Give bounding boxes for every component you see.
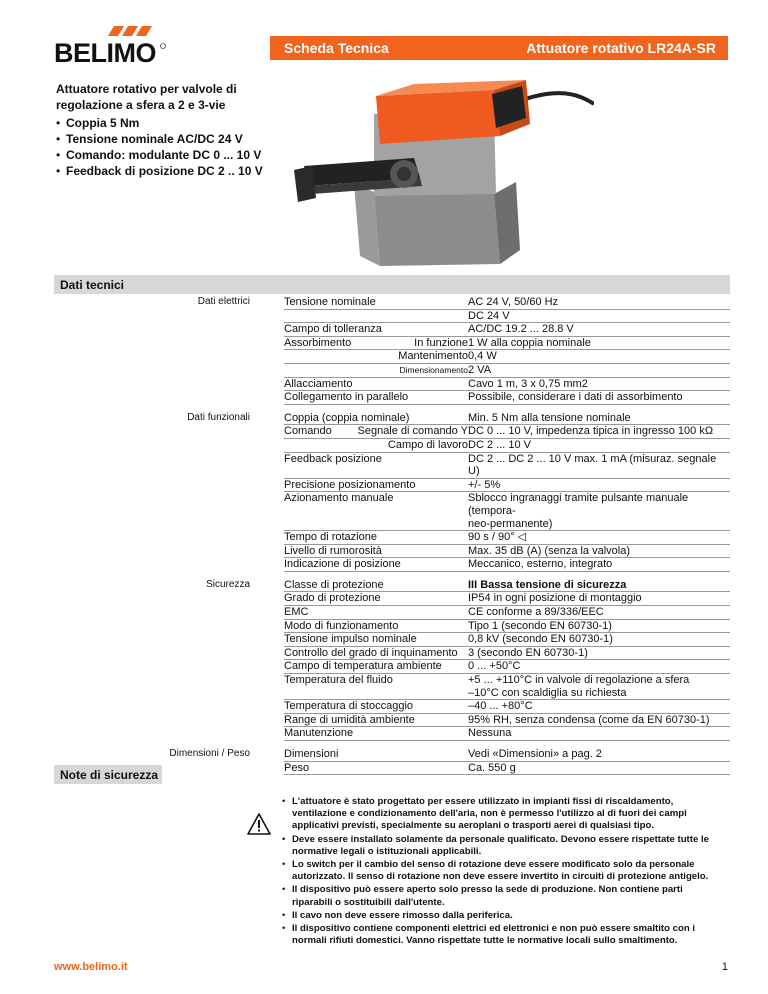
- tech-row: [284, 531, 730, 545]
- group-spacer: [54, 572, 730, 579]
- tech-data-table: [54, 296, 730, 782]
- intro-title: Attuatore rotativo per valvole di regolazione a sfera a 2 e 3-vie: [56, 82, 237, 112]
- feature-item: • Coppia 5 Nm: [56, 115, 306, 131]
- tech-value: 90 s / 90° ◁: [468, 531, 527, 544]
- tech-value: Min. 5 Nm alla tensione nominale: [468, 411, 631, 424]
- tech-value: –40 ... +80°C: [468, 700, 533, 713]
- tech-row: [284, 592, 730, 606]
- page-number: 1: [721, 961, 728, 973]
- tech-row: [284, 492, 730, 531]
- tech-param: Classe di protezione: [284, 578, 384, 591]
- tech-param: Controllo del grado di inquinamento: [284, 646, 458, 659]
- tech-row: [284, 620, 730, 634]
- tech-param: Modo di funzionamento: [284, 619, 399, 632]
- group-spacer: [54, 405, 730, 412]
- feature-item: • Feedback di posizione DC 2 .. 10 V: [56, 163, 306, 179]
- tech-value: 3 (secondo EN 60730-1): [468, 646, 588, 659]
- tech-subparam: Dimensionamento: [399, 364, 468, 375]
- tech-param: Grado di protezione: [284, 592, 381, 605]
- tech-param: Precisione posizionamento: [284, 478, 416, 491]
- tech-value: IP54 in ogni posizione di montaggio: [468, 592, 642, 605]
- tech-row: [284, 558, 730, 572]
- tech-row: [284, 391, 730, 405]
- tech-param: Coppia (coppia nominale): [284, 411, 410, 424]
- tech-row: [284, 337, 730, 351]
- safety-note-item: • Lo switch per il cambio del senso di rotazione deve essere modificato solo da personale autorizzato. Il senso di rotazione non deve essere invertito in circuiti di protezione antigelo.: [282, 859, 722, 883]
- tech-value: +/- 5%: [468, 478, 501, 491]
- tech-param: Tempo di rotazione: [284, 531, 377, 544]
- feature-item: • Tensione nominale AC/DC 24 V: [56, 131, 306, 147]
- tech-value: 2 VA: [468, 363, 492, 376]
- tech-row: [284, 310, 730, 324]
- tech-value: 0,8 kV (secondo EN 60730-1): [468, 633, 613, 646]
- tech-row: [284, 714, 730, 728]
- tech-value: Ca. 550 g: [468, 761, 516, 774]
- tech-value: 1 W alla coppia nominale: [468, 336, 591, 349]
- tech-value: AC/DC 19.2 ... 28.8 V: [468, 323, 574, 336]
- tech-param: Assorbimento: [284, 336, 352, 349]
- tech-param: Temperatura del fluido: [284, 674, 393, 687]
- safety-note-item: • Il dispositivo può essere aperto solo presso la sede di produzione. Non contiene parti riparabili o sostituibili dall'utente.: [282, 884, 722, 908]
- tech-row: [284, 727, 730, 741]
- tech-value: DC 0 ... 10 V, impedenza tipica in ingresso 100 kΩ: [468, 425, 714, 438]
- tech-row: [284, 748, 730, 762]
- tech-row: [284, 633, 730, 647]
- tech-subparam: Campo di lavoro: [387, 438, 468, 451]
- tech-param: Feedback posizione: [284, 452, 382, 465]
- tech-group-label: Dati elettrici: [197, 296, 250, 307]
- website-link[interactable]: www.belimo.it: [54, 961, 128, 973]
- tech-data-heading: Dati tecnici: [60, 278, 125, 292]
- tech-param: Azionamento manuale: [284, 492, 394, 505]
- tech-param: Tensione impulso nominale: [284, 633, 417, 646]
- tech-value: DC 24 V: [468, 309, 510, 322]
- tech-row: [284, 364, 730, 378]
- actuator-product-image: [264, 74, 594, 270]
- tech-subparam: In funzione: [414, 336, 468, 349]
- document-type-title: Scheda Tecnica: [284, 40, 389, 56]
- tech-row: [284, 453, 730, 479]
- safety-notes-list: [282, 796, 722, 947]
- tech-row: [284, 762, 730, 776]
- tech-row: [284, 296, 730, 310]
- tech-subparam: Segnale di comando Y: [357, 425, 468, 438]
- safety-note-item: • L'attuatore è stato progettato per essere utilizzato in impianti fissi di riscaldamento, ventilazione e condizionamento dell'aria, non è permesso l'utilizzo al di fuori dei campi applicativi previsti, specialmente su aeroplani o trasporti aerei di qualsiasi tipo.: [282, 796, 722, 833]
- safety-notes: [282, 796, 722, 948]
- tech-row: [284, 647, 730, 661]
- tech-group: [54, 412, 730, 572]
- tech-value: DC 2 ... 10 V: [468, 438, 531, 451]
- tech-param: Livello di rumorosità: [284, 544, 382, 557]
- tech-value: DC 2 ... DC 2 ... 10 V max. 1 mA (misuraz. segnale U): [468, 452, 717, 478]
- tech-row: [284, 350, 730, 364]
- tech-value: Max. 35 dB (A) (senza la valvola): [468, 544, 631, 557]
- tech-row: [284, 700, 730, 714]
- tech-value: Sblocco ingranaggi tramite pulsante manuale (tempora- neo-permanente): [468, 492, 689, 530]
- tech-row: [284, 323, 730, 337]
- tech-row: [284, 479, 730, 493]
- tech-subparam: Mantenimento: [398, 350, 468, 363]
- tech-row: [284, 674, 730, 700]
- tech-row: [284, 412, 730, 426]
- tech-param: EMC: [284, 606, 309, 619]
- tech-group-label: Dimensioni / Peso: [169, 748, 250, 759]
- tech-group-label: Sicurezza: [206, 578, 250, 590]
- tech-row: [284, 606, 730, 620]
- tech-value: AC 24 V, 50/60 Hz: [468, 296, 559, 308]
- safety-heading: Note di sicurezza: [60, 768, 159, 782]
- tech-value: CE conforme a 89/336/EEC: [468, 606, 604, 619]
- tech-row: [284, 439, 730, 453]
- tech-value: +5 ... +110°C in valvole di regolazione a sfera –10°C con scaldiglia su richiesta: [468, 674, 690, 699]
- tech-value: Tipo 1 (secondo EN 60730-1): [468, 619, 612, 632]
- tech-data-heading-bar: [54, 275, 730, 294]
- tech-param: Indicazione di posizione: [284, 558, 401, 571]
- tech-param: Manutenzione: [284, 727, 354, 740]
- header-banner: [270, 36, 728, 60]
- tech-row: [284, 545, 730, 559]
- tech-param: Range di umidità ambiente: [284, 713, 415, 726]
- tech-value: 0 ... +50°C: [468, 660, 521, 673]
- tech-value: 95% RH, senza condensa (come da EN 60730-1): [468, 713, 710, 726]
- tech-param: Collegamento in parallelo: [284, 391, 409, 404]
- tech-param: Peso: [284, 761, 310, 774]
- tech-value: 0,4 W: [468, 350, 497, 363]
- tech-value: Meccanico, esterno, integrato: [468, 558, 613, 571]
- tech-row: [284, 579, 730, 593]
- tech-value: Cavo 1 m, 3 x 0,75 mm2: [468, 377, 588, 390]
- safety-note-item: • Il dispositivo contiene componenti elettrici ed elettronici e non può essere smaltito con i normali rifiuti domestici. Vanno rispettate tutte le normative locali sullo smaltimento.: [282, 923, 722, 947]
- tech-param: Temperatura di stoccaggio: [284, 700, 414, 713]
- warning-triangle-icon: [247, 813, 271, 835]
- tech-param: Comando: [284, 425, 332, 438]
- tech-group-label: Dati funzionali: [187, 411, 250, 423]
- svg-text:BELIMO: BELIMO: [54, 38, 156, 66]
- tech-row: [284, 378, 730, 392]
- safety-heading-bar: [54, 765, 162, 784]
- tech-param: Dimensioni: [284, 748, 339, 760]
- feature-item: • Comando: modulante DC 0 ... 10 V: [56, 147, 306, 163]
- tech-row: [284, 660, 730, 674]
- tech-value: Possibile, considerare i dati di assorbimento: [468, 391, 683, 404]
- tech-param: Campo di tolleranza: [284, 323, 382, 336]
- tech-value: III Bassa tensione di sicurezza: [468, 578, 627, 591]
- tech-param: Allacciamento: [284, 377, 353, 390]
- belimo-logo: [54, 24, 166, 66]
- tech-value: Vedi «Dimensioni» a pag. 2: [468, 748, 602, 760]
- tech-row: [284, 425, 730, 439]
- tech-param: Campo di temperatura ambiente: [284, 660, 442, 673]
- product-title: Attuatore rotativo LR24A-SR: [526, 40, 716, 56]
- tech-param: Tensione nominale: [284, 296, 376, 308]
- tech-group: [54, 296, 730, 405]
- safety-note-item: • Deve essere installato solamente da personale qualificato. Devono essere rispettate tutte le normative legali o istituzionali applicabili.: [282, 834, 722, 858]
- tech-value: Nessuna: [468, 727, 512, 740]
- tech-group: [54, 579, 730, 741]
- group-spacer: [54, 741, 730, 748]
- safety-note-item: • Il cavo non deve essere rimosso dalla periferica.: [282, 910, 722, 922]
